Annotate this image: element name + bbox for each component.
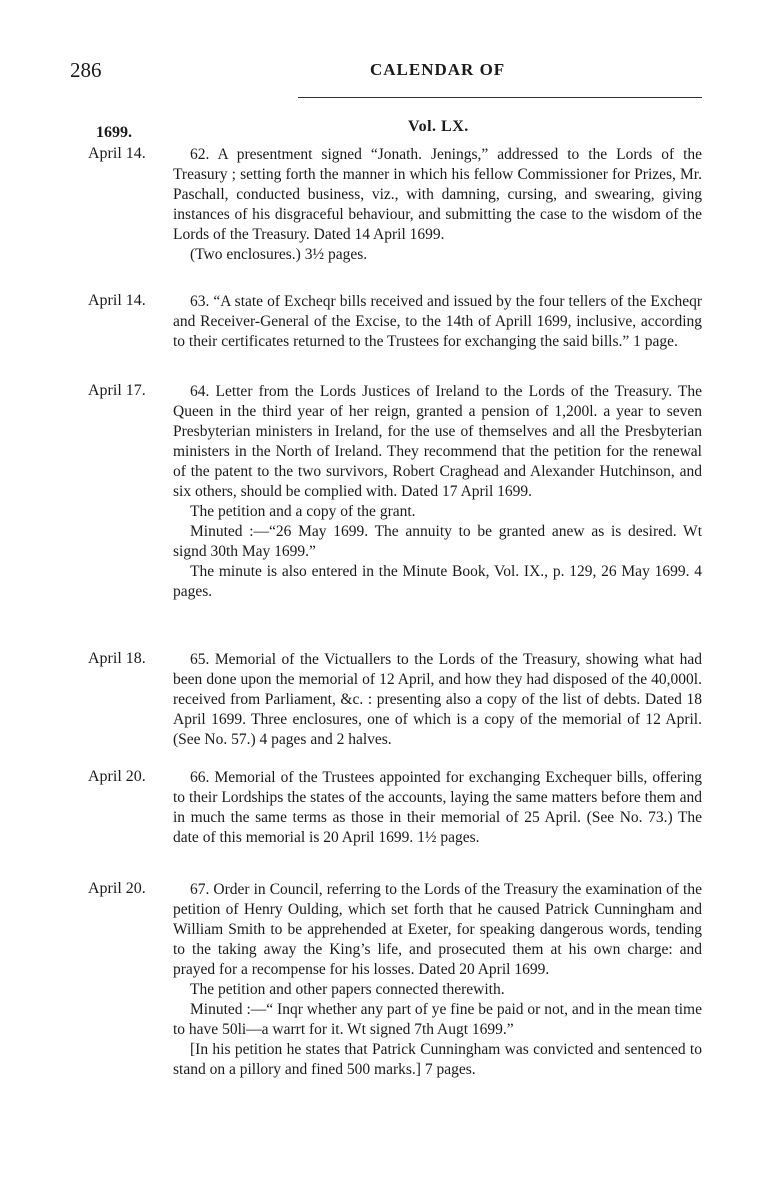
entry-paragraph: The petition and a copy of the grant.: [190, 503, 416, 520]
entry-date: April 20.: [88, 768, 146, 785]
year-label: 1699.: [96, 124, 132, 141]
running-title: CALENDAR OF: [370, 60, 506, 79]
entry-date: April 18.: [88, 650, 146, 667]
entry-text: [173, 292, 702, 352]
entry-paragraph: 62. A presentment signed “Jonath. Jenings,” addressed to the Lords of the Treasury ; setting forth the manner in which his fellow Commissioner for Prizes, Mr. Paschall, conducted business, viz., with damning, cursing, and swearing, giving instances of his disgraceful behaviour, and submitting the case to the wisdom of the Lords of the Treasury. Dated 14 April 1699.: [173, 146, 702, 243]
entry-date: April 14.: [88, 145, 146, 162]
header-rule: [298, 97, 702, 98]
entry-paragraph: 64. Letter from the Lords Justices of Ireland to the Lords of the Treasury. The Queen in the third year of her reign, granted a pension of 1,200l. a year to seven Presbyterian ministers in Ireland, for the use of themselves and all the Presbyterian ministers in the North of Ireland. They recommend that the petition for the renewal of the patent to the two survivors, Robert Craghead and Alexander Hutchinson, and six others, should be complied with. Dated 17 April 1699.: [173, 383, 702, 500]
page-number: 286: [70, 58, 102, 82]
entry-paragraph: The minute is also entered in the Minute Book, Vol. IX., p. 129, 26 May 1699. 4 pages.: [173, 563, 702, 600]
entry-paragraph: 65. Memorial of the Victuallers to the Lords of the Treasury, showing what had been done upon the memorial of 12 April, and how they had disposed of the 40,000l. received from Parliament, &c. : presenting also a copy of the list of debts. Dated 18 April 1699. Three enclosures, one of which is a copy of the memorial of 12 April. (See No. 57.) 4 pages and 2 halves.: [173, 651, 702, 748]
entry-paragraph: 66. Memorial of the Trustees appointed for exchanging Exchequer bills, offering to their Lordships the states of the accounts, laying the same matters before them and in much the same terms as those in their memorial of 25 April. (See No. 73.) The date of this memorial is 20 April 1699. 1½ pages.: [173, 769, 702, 846]
entry-text: [173, 880, 702, 1080]
entry-paragraph: Minuted :—“26 May 1699. The annuity to be granted anew as is desired. Wt signd 30th May 1699.”: [173, 523, 702, 560]
entry-date: April 14.: [88, 292, 146, 309]
entry-date: April 17.: [88, 382, 146, 399]
entry-paragraph: Minuted :—“ Inqr whether any part of ye fine be paid or not, and in the mean time to have 50li—a warrt for it. Wt signed 7th Augt 1699.”: [173, 1001, 702, 1038]
entry-text: [173, 382, 702, 602]
entry-paragraph: [In his petition he states that Patrick Cunningham was convicted and sentenced to stand on a pillory and fined 500 marks.] 7 pages.: [173, 1041, 702, 1078]
entry-text: [173, 145, 702, 265]
volume-heading: Vol. LX.: [408, 118, 469, 135]
entry-paragraph: (Two enclosures.) 3½ pages.: [190, 246, 368, 263]
entry-text: [173, 768, 702, 848]
entry-paragraph: 67. Order in Council, referring to the Lords of the Treasury the examination of the petition of Henry Oulding, which set forth that he caused Patrick Cunningham and William Smith to be apprehended at Exeter, for speaking dangerous words, tending to the taking away the King’s life, and prosecuted them at his own charge: and prayed for a recompense for his losses. Dated 20 April 1699.: [173, 881, 702, 978]
entry-paragraph: The petition and other papers connected therewith.: [190, 981, 505, 998]
entry-paragraph: 63. “A state of Excheqr bills received and issued by the four tellers of the Excheqr and Receiver-General of the Excise, to the 14th of Aprill 1699, inclusive, according to their certificates returned to the Trustees for exchanging the said bills.” 1 page.: [173, 293, 702, 350]
entry-date: April 20.: [88, 880, 146, 897]
entry-text: [173, 650, 702, 750]
